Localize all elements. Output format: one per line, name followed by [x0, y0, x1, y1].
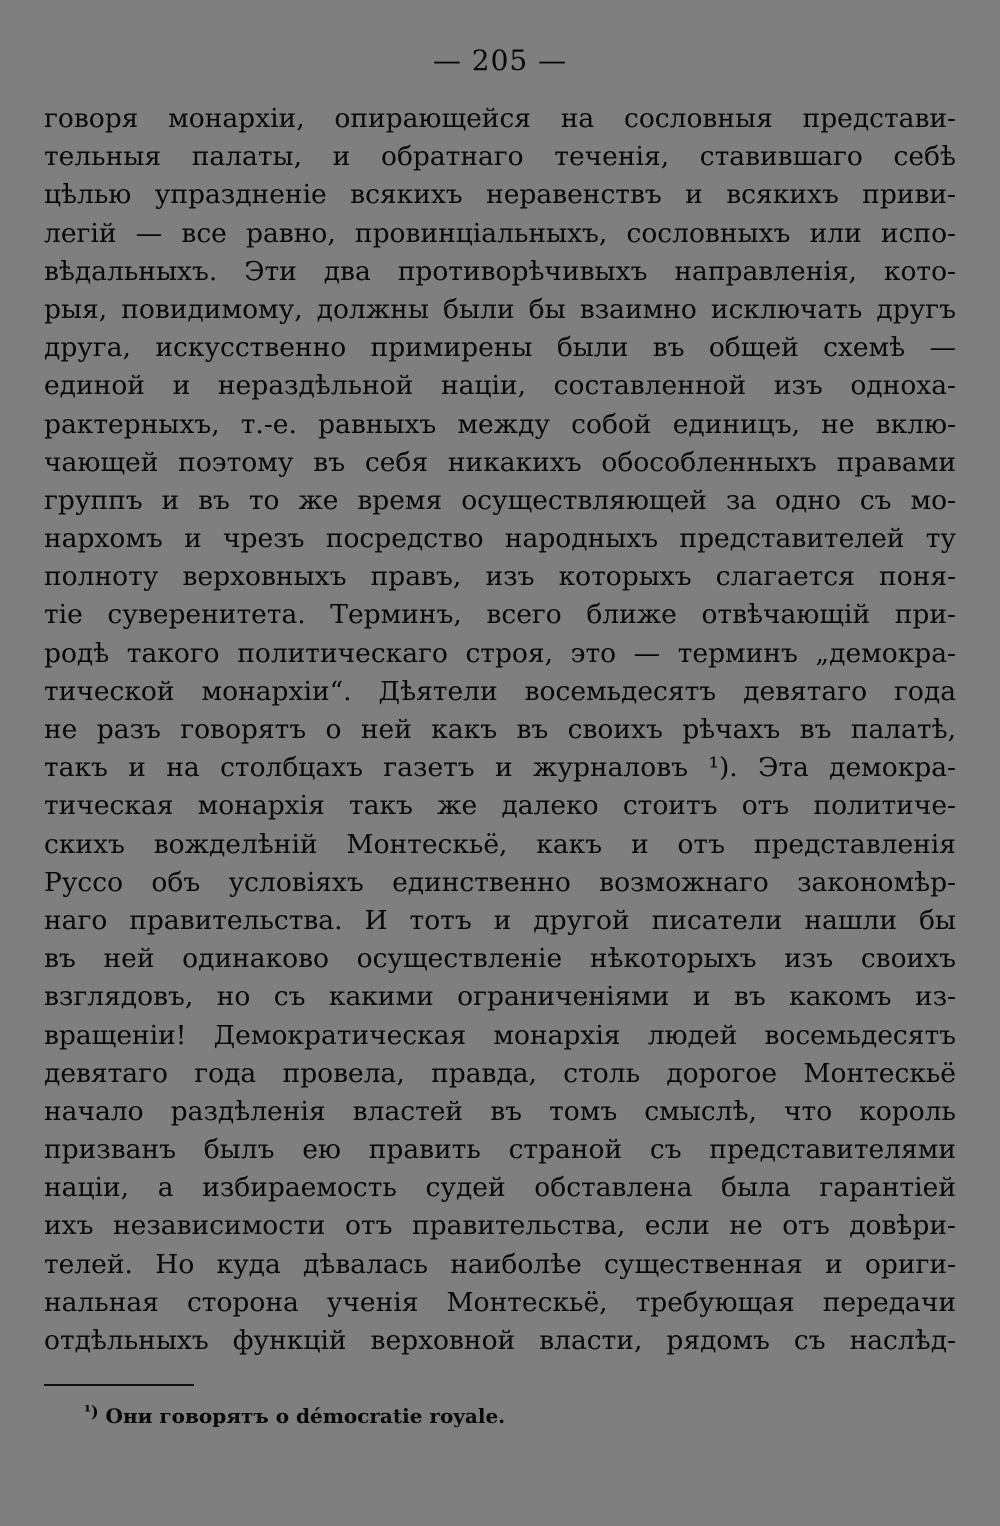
text-line: говоря монархіи, опирающейся на сословныя представи-: [44, 103, 956, 134]
text-line: девятаго года провела, правда, столь дорогое Монтескьё: [44, 1057, 956, 1089]
text-line: націи, а избираемость судей обставлена была гарантіей: [44, 1172, 956, 1204]
text-line: взглядовъ, но съ какими ограниченіями и въ какомъ из-: [44, 981, 956, 1013]
text-line: такъ и на столбцахъ газетъ и журналовъ ¹). Эта демокра-: [44, 752, 956, 784]
footnote-text: Они говорятъ о démocratie royale.: [105, 1404, 506, 1428]
footnote: [84, 1402, 505, 1428]
text-line: призванъ былъ ею править страной съ представителями: [44, 1134, 956, 1166]
footnote-divider: [44, 1384, 194, 1386]
text-line: наго правительства. И тотъ и другой писатели нашли бы: [44, 904, 956, 936]
text-line: Руссо объ условіяхъ единственно возможнаго закономѣр-: [44, 866, 956, 898]
text-line: тическая монархія такъ же далеко стоитъ отъ политиче-: [44, 790, 956, 822]
text-line: телей. Но куда дѣвалась наиболѣе существенная и ориги-: [44, 1248, 956, 1280]
text-line: тической монархіи“. Дѣятели восемьдесятъ девятаго года: [44, 675, 956, 707]
text-line: тельныя палаты, и обратнаго теченія, ставившаго себѣ: [44, 141, 956, 173]
text-line: въ ней одинаково осуществленіе нѣкоторыхъ изъ своихъ: [44, 943, 956, 975]
text-line: цѣлью упраздненіе всякихъ неравенствъ и всякихъ приви-: [44, 179, 956, 211]
text-line: полноту верховныхъ правъ, изъ которыхъ слагается поня-: [44, 561, 956, 593]
text-line: легій — все равно, провинціальныхъ, сословныхъ или испо-: [44, 217, 956, 249]
text-line: вращеніи! Демократическая монархія людей восемьдесятъ: [44, 1019, 956, 1051]
text-line: вѣдальныхъ. Эти два противорѣчивыхъ направленія, кото-: [44, 255, 956, 287]
text-line: скихъ вожделѣній Монтескьё, какъ и отъ представленія: [44, 828, 956, 860]
text-line: рактерныхъ, т.-е. равныхъ между собой единицъ, не вклю-: [44, 408, 956, 440]
footnote-mark: ¹): [84, 1402, 99, 1421]
text-line: ихъ независимости отъ правительства, если не отъ довѣри-: [44, 1210, 956, 1242]
text-line: отдѣльныхъ функцій верховной власти, рядомъ съ наслѣд-: [44, 1325, 956, 1356]
page-number: — 205 —: [432, 44, 568, 77]
text-line: нальная сторона ученія Монтескьё, требующая передачи: [44, 1286, 956, 1318]
text-line: тіе суверенитета. Терминъ, всего ближе отвѣчающій при-: [44, 599, 956, 631]
text-line: чающей поэтому въ себя никакихъ обособленныхъ правами: [44, 446, 956, 478]
text-line: начало раздѣленія властей въ томъ смыслѣ, что король: [44, 1095, 956, 1127]
text-line: рыя, повидимому, должны были бы взаимно исключать другъ: [44, 293, 956, 325]
text-line: родѣ такого политическаго строя, это — терминъ „демокра-: [44, 637, 956, 669]
text-line: группъ и въ то же время осуществляющей за одно съ мо-: [44, 484, 956, 516]
text-line: не разъ говорятъ о ней какъ въ своихъ рѣчахъ въ палатѣ,: [44, 714, 956, 745]
text-line: друга, искусственно примирены были въ общей схемѣ —: [44, 332, 956, 364]
text-line: единой и нераздѣльной націи, составленной изъ одноха-: [44, 370, 956, 402]
text-line: нархомъ и чрезъ посредство народныхъ представителей ту: [44, 523, 956, 555]
body-text: [44, 100, 956, 1360]
